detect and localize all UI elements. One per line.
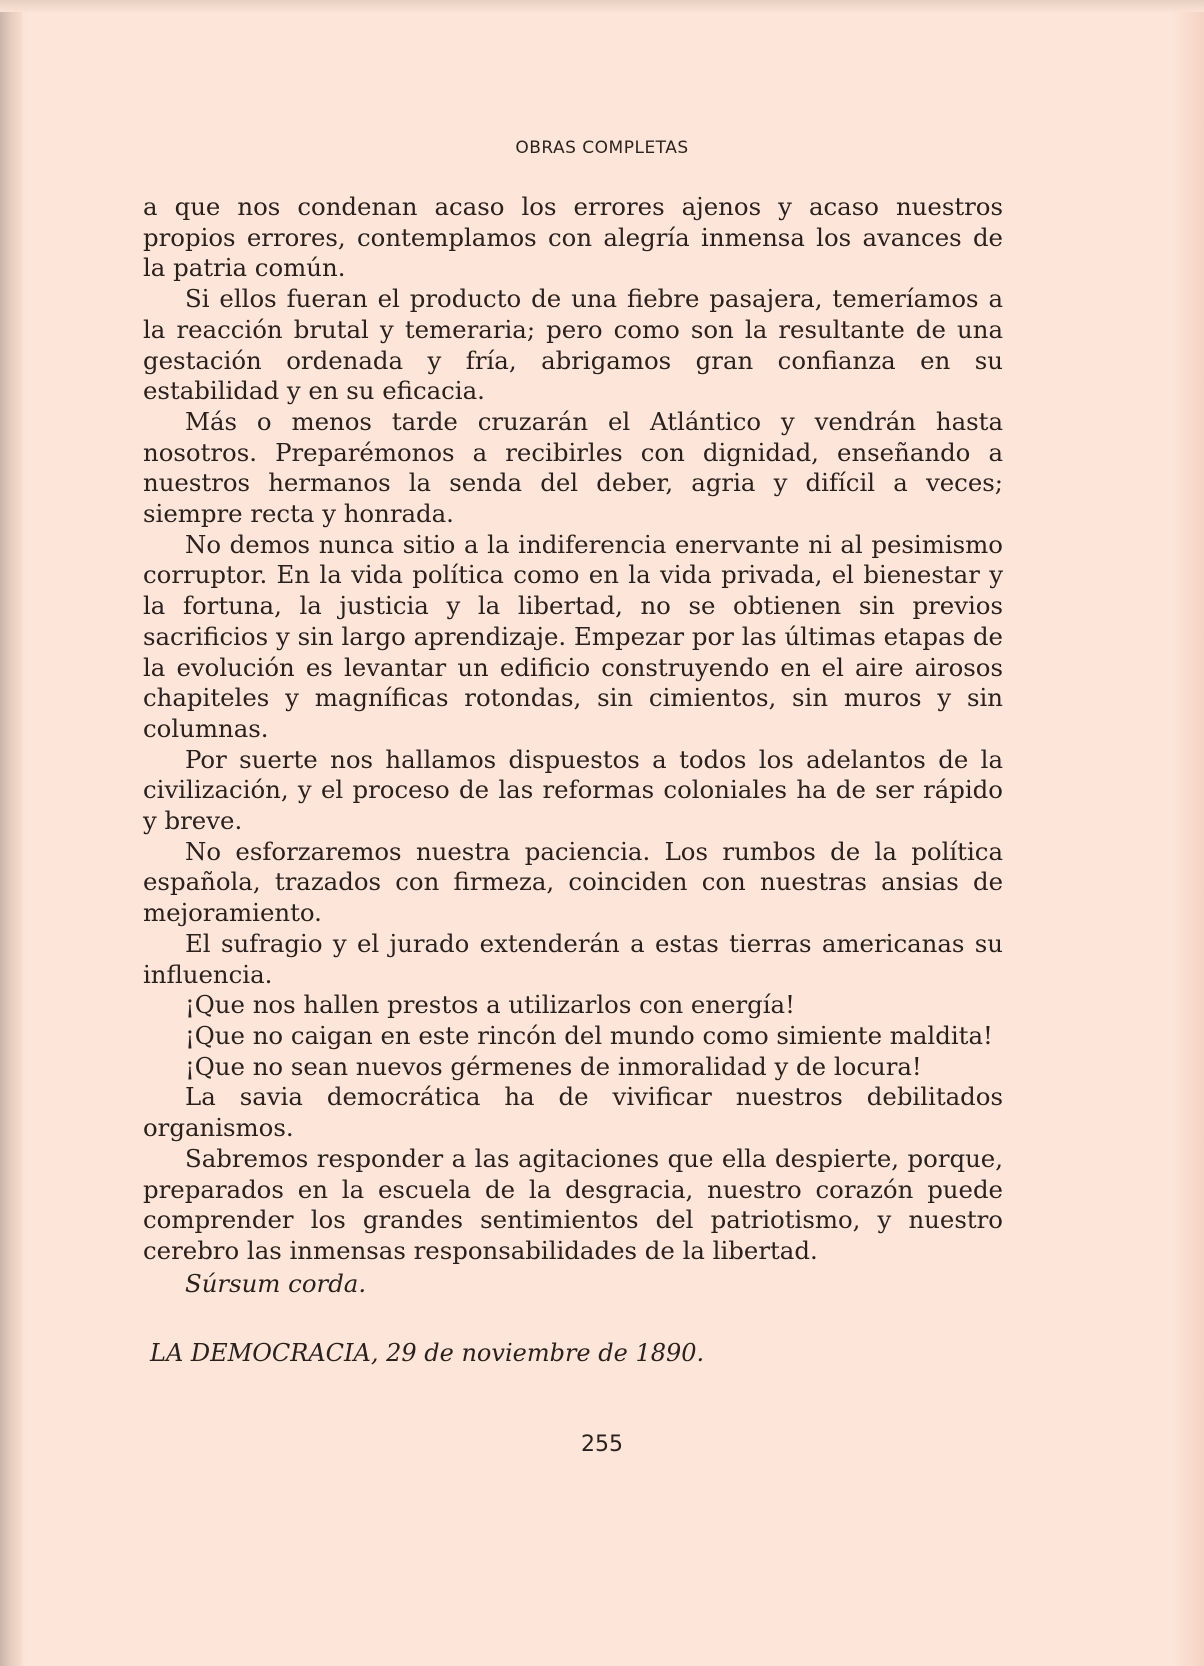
paragraph-9: ¡Que no caigan en este rincón del mundo como simiente maldita! <box>185 1020 993 1050</box>
paragraph-12: Sabremos responder a las agitaciones que ella despierte, porque, preparados en la escuela de la desgracia, nuestro corazón puede comprender los grandes sentimientos del patriotismo, y nuestro cerebro las inmensas responsabilidades de la libertad. <box>143 1143 1003 1265</box>
paragraph-1: a que nos condenan acaso los errores ajenos y acaso nuestros propios errores, contemplamos con alegría inmensa los avances de la patria común. <box>143 192 1003 283</box>
paragraph-6: No esforzaremos nuestra paciencia. Los rumbos de la política española, trazados con firmeza, coinciden con nuestras ansias de mejoramiento. <box>143 836 1003 928</box>
paragraph-2: Si ellos fueran el producto de una fiebre pasajera, temeríamos a la reacción brutal y temeraria; pero como son la resultante de una gestación ordenada y fría, abrigamos gran confianza en su estabilidad y en su eficacia. <box>143 284 1003 406</box>
running-header: OBRAS COMPLETAS <box>515 138 689 158</box>
page-binding-edge <box>0 0 22 1666</box>
paragraph-11: La savia democrática ha de vivificar nuestros debilitados organismos. <box>143 1082 1003 1143</box>
paragraph-3: Más o menos tarde cruzarán el Atlántico y vendrán hasta nosotros. Preparémonos a recibirles con dignidad, enseñando a nuestros hermanos la senda del deber, agria y difícil a veces; siempre recta y honrada. <box>143 406 1003 529</box>
source-citation: LA DEMOCRACIA, 29 de noviembre de 1890. <box>150 1339 705 1367</box>
page-number: 255 <box>581 1432 623 1457</box>
body-text <box>143 192 1003 1299</box>
closing-phrase: Súrsum corda. <box>185 1268 367 1298</box>
paragraph-5: Por suerte nos hallamos dispuestos a todos los adelantos de la civilización, y el proceso de las reformas coloniales ha de ser rápido y breve. <box>143 744 1003 836</box>
paragraph-7: El sufragio y el jurado extenderán a estas tierras americanas su influencia. <box>143 928 1003 989</box>
paragraph-10: ¡Que no sean nuevos gérmenes de inmoralidad y de locura! <box>185 1051 922 1081</box>
paragraph-4: No demos nunca sitio a la indiferencia enervante ni al pesimismo corruptor. En la vida política como en la vida privada, el bienestar y la fortuna, la justicia y la libertad, no se obtienen sin previos sacrificios y sin largo aprendizaje. Empezar por las últimas etapas de la evolución es levantar un edificio construyendo en el aire airosos chapiteles y magníficas rotondas, sin cimientos, sin muros y sin columnas. <box>143 529 1003 743</box>
page-top-edge <box>0 0 1204 12</box>
paragraph-8: ¡Que nos hallen prestos a utilizarlos con energía! <box>185 990 795 1020</box>
